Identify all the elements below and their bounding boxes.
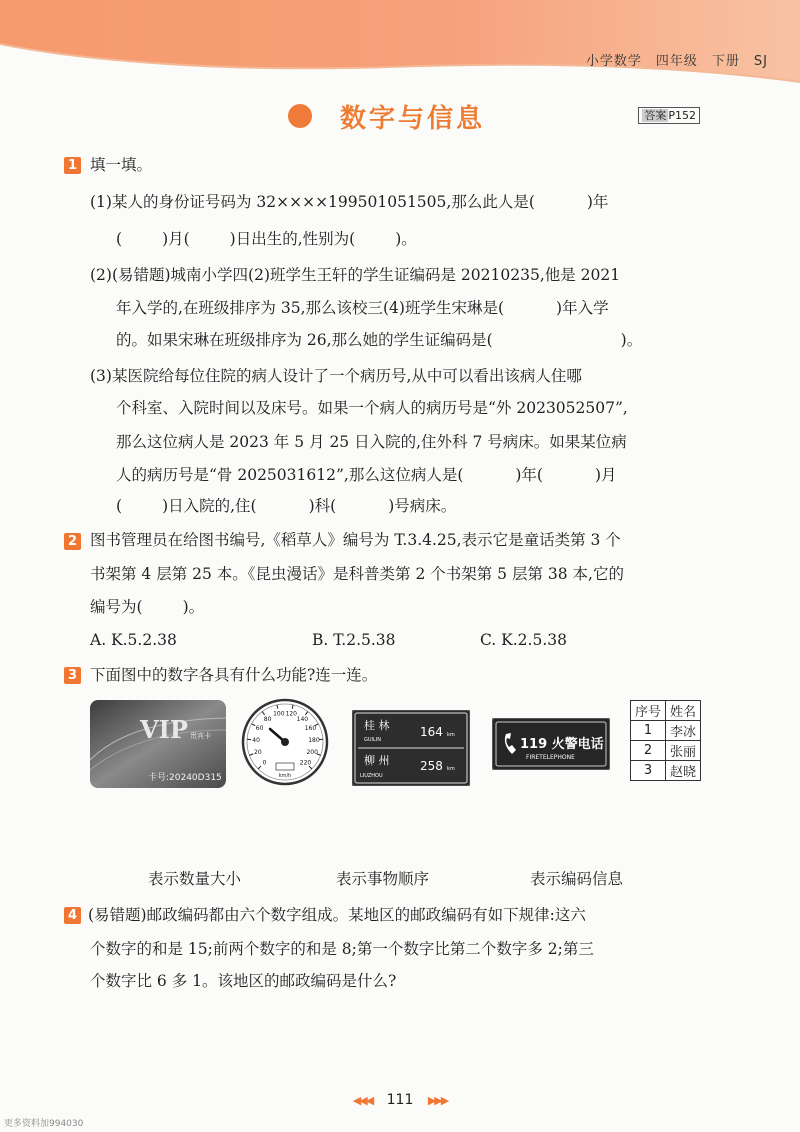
match-label-code[interactable]: 表示编码信息 <box>530 870 624 888</box>
q1-p1-text: (1)某人的身份证号码为 32××××199501051505,那么此人是( <box>90 193 535 211</box>
answer-label: 答案 <box>644 109 667 122</box>
road-sign-image[interactable] <box>352 710 470 786</box>
header-grade: 四年级 <box>655 54 698 69</box>
speedometer-hub <box>281 738 289 746</box>
question-number-1: 1 <box>64 157 81 174</box>
q2-line3 <box>90 597 204 617</box>
road-sign-pinyin-1: GUILIN <box>364 737 382 743</box>
vip-card-number: 卡号:20240D315 <box>148 773 222 783</box>
speedometer-unit: km/h <box>278 773 292 779</box>
q1-part2-line2 <box>116 298 609 318</box>
road-sign-distance-1: 164 <box>420 725 443 739</box>
q1-p2-text: 年入学的,在班级排序为 35,那么该校三(4)班学生宋琳是( <box>116 299 505 317</box>
q1-p3-text: )号病床。 <box>388 497 457 515</box>
q1-p3-text: 人的病历号是“骨 2025031612”,那么这位病人是( <box>116 466 464 484</box>
speedometer-tick-label: 180 <box>308 736 320 744</box>
option-a[interactable]: A. K.5.2.38 <box>90 631 177 649</box>
fire-phone-sign-image[interactable] <box>492 718 610 770</box>
q2-text: )。 <box>182 598 205 616</box>
vip-logo-text: VIP <box>140 715 188 744</box>
table-header-cell: 序号 <box>631 701 666 721</box>
header-subject: 小学数学 <box>585 54 642 69</box>
road-sign-unit-1: km <box>447 732 455 738</box>
q1-p2-text: )。 <box>620 331 643 349</box>
q2-line2: 书架第 4 层第 25 本。《昆虫漫话》是科普类第 2 个书架第 5 层第 38 本,它的 <box>90 565 624 583</box>
q4-line1: (易错题)邮政编码都由六个数字组成。某地区的邮政编码有如下规律:这六 <box>88 906 586 924</box>
speedometer-tick-label: 200 <box>306 749 318 757</box>
speedometer-tick-label: 20 <box>254 749 262 757</box>
table-header-cell: 姓名 <box>666 701 701 721</box>
table-cell: 李冰 <box>666 721 701 741</box>
table-cell: 张丽 <box>666 741 701 761</box>
speedometer-tick-label: 100 <box>273 710 285 718</box>
watermark: 更多资料加994030 <box>4 1119 84 1129</box>
q1-p3-text: )年( <box>515 466 543 484</box>
speedometer-tick-label: 160 <box>304 725 317 733</box>
speedometer-tick-label: 140 <box>296 715 309 723</box>
road-sign-pinyin-2: LIUZHOU <box>360 773 383 779</box>
match-label-order[interactable]: 表示事物顺序 <box>336 870 430 888</box>
q1-part2-line3 <box>116 330 642 350</box>
q1-p2-text: 的。如果宋琳在班级排序为 26,那么她的学生证编码是( <box>116 331 493 349</box>
page-footer <box>0 1092 800 1108</box>
left-arrows-icon: ◀◀◀ <box>352 1094 373 1107</box>
q1-part3-line3: 那么这位病人是 2023 年 5 月 25 日入院的,住外科 7 号病床。如果某位病 <box>116 433 627 451</box>
q1-p2-text: )年入学 <box>556 299 609 317</box>
speedometer-tick-label: 80 <box>263 715 272 723</box>
q2-text: 编号为( <box>90 598 143 616</box>
table-cell: 3 <box>631 761 666 781</box>
match-label-quantity[interactable]: 表示数量大小 <box>148 870 242 888</box>
fire-sign-main-text: 119 火警电话 <box>520 737 604 752</box>
table-row <box>631 741 701 761</box>
speedometer-tick-label: 120 <box>285 710 297 718</box>
header-volume: 下册 <box>711 54 740 69</box>
q1-p3-text: )月 <box>594 466 617 484</box>
table-row <box>631 761 701 781</box>
speedometer-tick-label: 0 <box>262 759 267 767</box>
option-b[interactable]: B. T.2.5.38 <box>312 631 396 649</box>
q1-prompt: 填一填。 <box>90 156 153 174</box>
road-sign-city-1: 桂 林 <box>364 719 390 732</box>
header-edition: SJ <box>753 54 768 69</box>
vip-card-image[interactable] <box>90 700 226 788</box>
q1-part3-line2: 个科室、入院时间以及床号。如果一个病人的病历号是“外 2023052507”, <box>116 399 628 417</box>
q1-p3-text: )日入院的,住( <box>162 497 257 515</box>
answer-page: P152 <box>668 109 696 122</box>
speedometer-tick-label: 220 <box>299 759 312 767</box>
table-row <box>631 721 701 741</box>
option-c[interactable]: C. K.2.5.38 <box>480 631 567 649</box>
table-header-row <box>631 701 701 721</box>
q1-p3-text: ( <box>116 497 123 515</box>
title-dot-icon <box>288 104 312 128</box>
vip-small-text: 贵宾卡 <box>190 732 211 740</box>
road-sign-city-2: 柳 州 <box>364 754 390 767</box>
question-number-3: 3 <box>64 667 81 684</box>
q2-line1: 图书管理员在给图书编号,《稻草人》编号为 T.3.4.25,表示它是童话类第 3 个 <box>90 531 621 549</box>
q3-prompt: 下面图中的数字各具有什么功能?连一连。 <box>90 666 378 684</box>
question-number-4: 4 <box>64 907 81 924</box>
table-cell: 赵晓 <box>666 761 701 781</box>
q1-part1-line1 <box>90 192 608 212</box>
fire-sign-sub-text: FIRETELEPHONE <box>526 754 575 761</box>
q1-p1-text: ( <box>116 230 123 248</box>
q1-part3-line1: (3)某医院给每位住院的病人设计了一个病历号,从中可以看出该病人住哪 <box>90 367 582 385</box>
q1-p1-text: )日出生的,性别为( <box>229 230 356 248</box>
right-arrows-icon: ▶▶▶ <box>427 1094 448 1107</box>
page-number: 111 <box>386 1092 414 1108</box>
q1-p1-text: )。 <box>395 230 417 248</box>
q4-line2: 个数字的和是 15;前两个数字的和是 8;第一个数字比第二个数字多 2;第三 <box>90 940 594 958</box>
road-sign-distance-2: 258 <box>420 759 443 773</box>
speedometer-tick-label: 40 <box>252 736 260 744</box>
q1-part3-line5 <box>116 496 456 516</box>
page-title: 数字与信息 <box>340 104 486 134</box>
q4-line3: 个数字比 6 多 1。该地区的邮政编码是什么? <box>90 972 397 990</box>
speedometer-tick-label: 60 <box>255 725 264 733</box>
q1-part2-line1: (2)(易错题)城南小学四(2)班学生王轩的学生证编码是 20210235,他是 2021 <box>90 266 621 284</box>
q1-part1-line2 <box>116 229 417 249</box>
road-sign-unit-2: km <box>447 766 455 772</box>
name-table[interactable] <box>630 700 701 781</box>
table-cell: 2 <box>631 741 666 761</box>
header-info <box>572 50 768 69</box>
q1-p1-text: )年 <box>586 193 609 211</box>
table-cell: 1 <box>631 721 666 741</box>
speedometer-image[interactable] <box>240 697 330 787</box>
answer-reference <box>638 107 700 124</box>
q1-part3-line4 <box>116 465 617 485</box>
question-number-2: 2 <box>64 533 81 550</box>
q1-p1-text: )月( <box>162 230 190 248</box>
q1-p3-text: )科( <box>308 497 337 515</box>
